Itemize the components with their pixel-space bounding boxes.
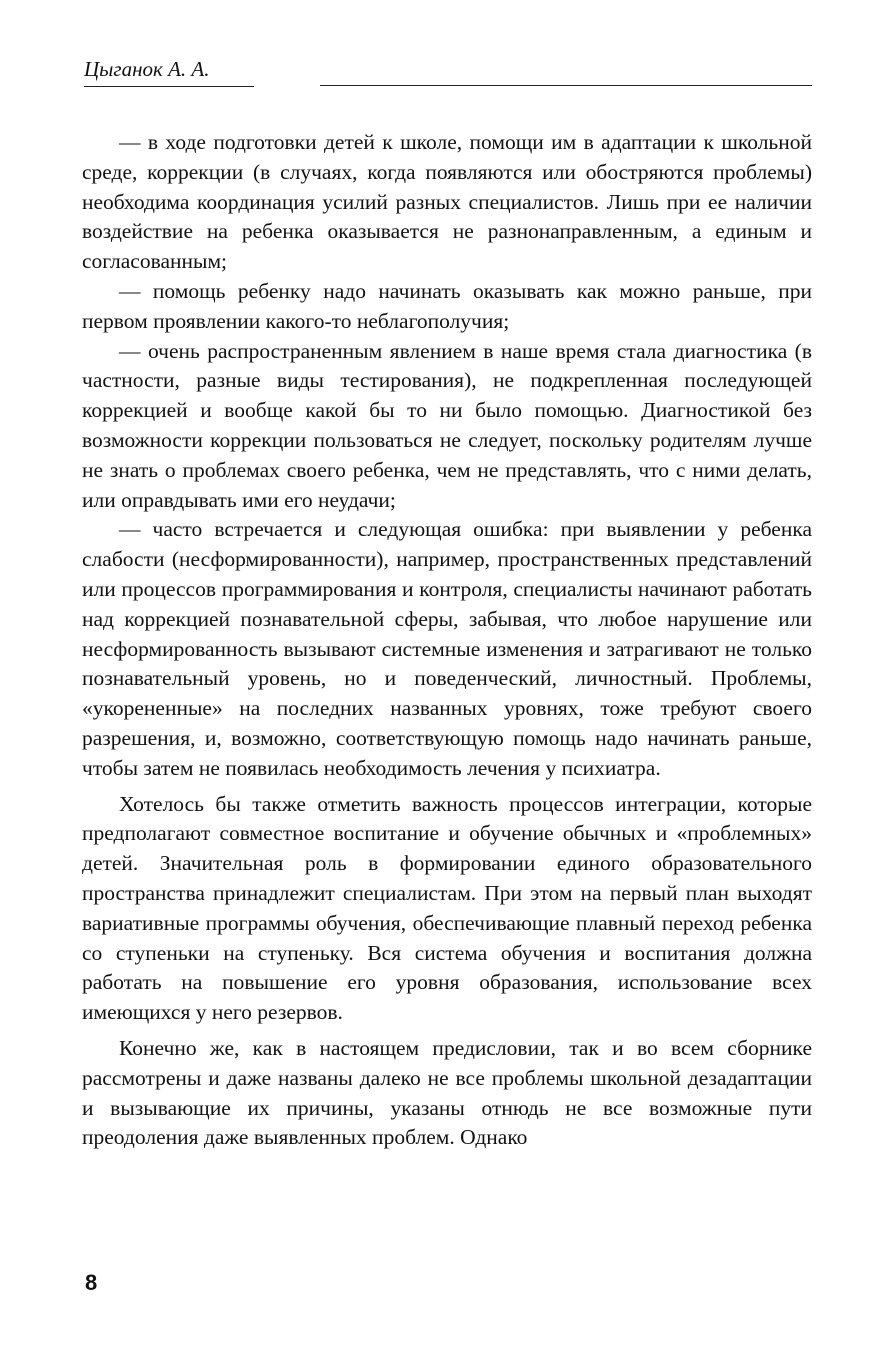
paragraph-2: — помощь ребенку надо начинать оказывать как можно раньше, при первом проявлении какого-то неблагополучия; bbox=[82, 278, 812, 333]
page-number: 8 bbox=[85, 1270, 98, 1295]
header-rule bbox=[320, 85, 812, 86]
paragraph-6: Конечно же, как в настоящем предисловии, так и во всем сборнике рассмотрены и даже названы далеко не все проблемы школьной дезадаптации и вызывающие их причины, указаны отнюдь не все возможные пути преодоления даже выявленных проблем. Однако bbox=[82, 1035, 812, 1150]
running-head bbox=[84, 56, 814, 92]
paragraph-1: — в ходе подготовки детей к школе, помощи им в адаптации к школьной среде, коррекции (в случаях, когда появляются или обостряются проблемы) необходима координация усилий разных специалистов. Лишь при ее наличии воздействие на ребенка оказывается не разнонаправленным, а единым и согласованным; bbox=[82, 130, 812, 274]
paragraph-4: — часто встречается и следующая ошибка: при выявлении у ребенка слабости (несформированности), например, пространственных представлений или процессов программирования и контроля, специалисты начинают работать над коррекцией познавательной сферы, забывая, что любое нарушение или несформированность вызывают системные изменения и затрагивают не только познавательный уровень, но и поведенческий, личностный. Проблемы, «укорененные» на последних названных уровнях, тоже требуют своего разрешения, и, возможно, соответствующую помощь надо начинать раньше, чтобы затем не появилась необходимость лечения у психиатра. bbox=[82, 517, 812, 780]
author-name: Цыганок А. А. bbox=[84, 56, 254, 87]
paragraph-3: — очень распространенным явлением в наше время стала диагностика (в частности, разные виды тестирования), не подкрепленная последующей коррекцией и вообще какой бы то ни было помощью. Диагностикой без возможности коррекции пользоваться не следует, поскольку родителям лучше не знать о проблемах своего ребенка, чем не представлять, что с ними делать, или оправдывать ими его неудачи; bbox=[82, 338, 812, 512]
body-text bbox=[82, 128, 812, 1153]
paragraph-5: Хотелось бы также отметить важность процессов интеграции, которые предполагают совместное воспитание и обучение обычных и «проблемных» детей. Значительная роль в формировании единого образовательного пространства принадлежит специалистам. При этом на первый план выходят вариативные программы обучения, обеспечивающие плавный переход ребенка со ступеньки на ступеньку. Вся система обучения и воспитания должна работать на повышение его уровня образования, использование всех имеющихся у него резервов. bbox=[82, 791, 812, 1025]
